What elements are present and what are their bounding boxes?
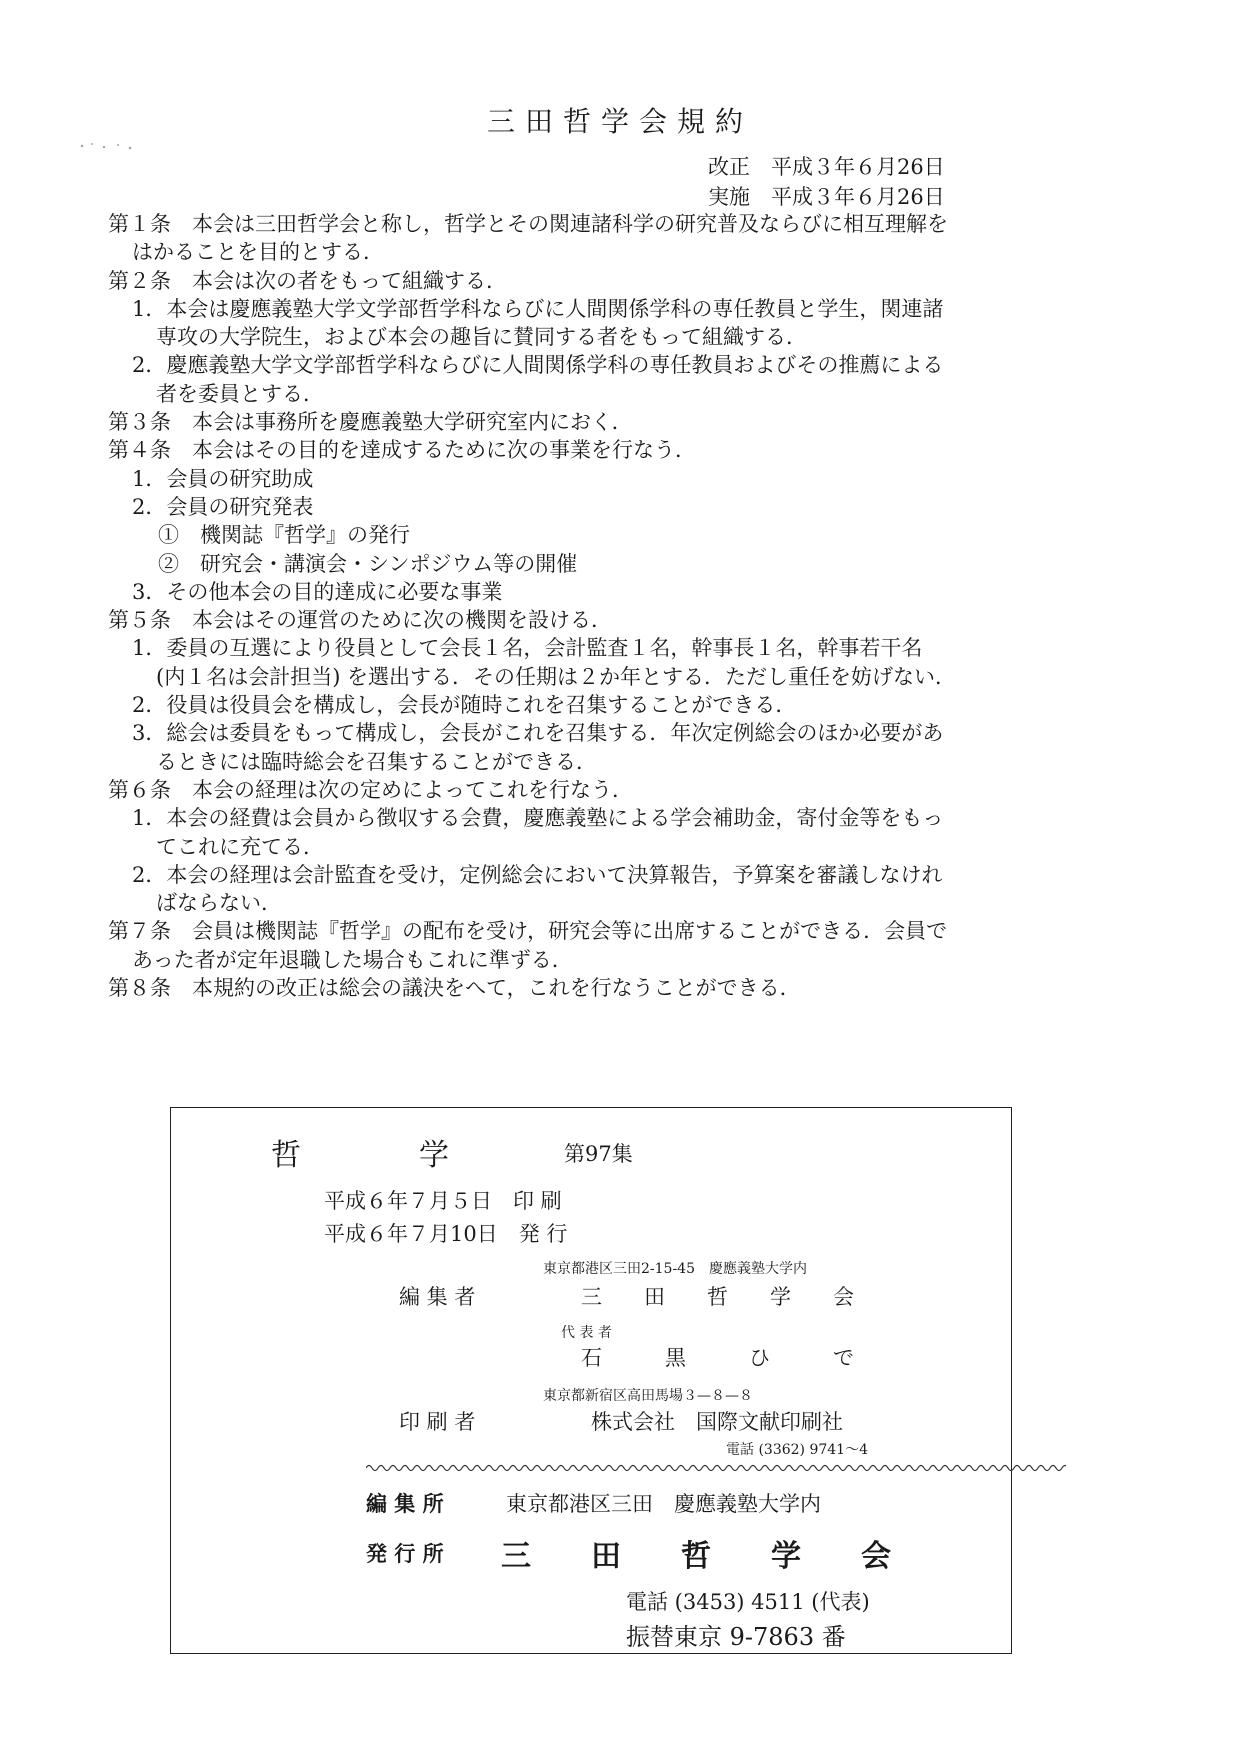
clause-line: 1．本会の経費は会員から徴収する会費，慶應義塾による学会補助金，寄付金等をもっ — [132, 806, 944, 831]
representative-label: 代 表 者 — [561, 1325, 612, 1341]
clause-line: 者を委員とする． — [156, 381, 324, 406]
clause-line: 1．委員の互選により役員として会長１名，会計監査１名，幹事長１名，幹事若干名 — [132, 636, 923, 661]
printer-address: 東京都新宿区高田馬場３—８—８ — [543, 1388, 753, 1404]
clause-line: 1．会員の研究助成 — [132, 466, 314, 491]
clause-line: 1．本会は慶應義塾大学文学部哲学科ならびに人間関係学科の専任教員と学生，関連諸 — [132, 296, 944, 321]
wavy-divider — [366, 1461, 1066, 1475]
article-line: 第１条 本会は三田哲学会と称し，哲学とその関連諸科学の研究普及ならびに相互理解を — [108, 212, 948, 236]
printer-label: 印 刷 者 — [399, 1410, 476, 1434]
clause-line: はかることを目的とする． — [132, 240, 384, 265]
editorial-office-label: 編 集 所 — [366, 1491, 444, 1516]
print-date: 平成６年７月５日 印 刷 — [324, 1189, 562, 1213]
clause-line: 2．役員は役員会を構成し，会長が随時これを召集することができる． — [132, 693, 797, 718]
editor-address: 東京都港区三田2-15-45 慶應義塾大学内 — [543, 1261, 807, 1277]
representative-name: 石 黒 ひ で — [581, 1346, 854, 1370]
clause-line: 2．慶應義塾大学文学部哲学科ならびに人間関係学科の専任教員およびその推薦による — [132, 353, 944, 378]
printer-name: 株式会社 国際文献印刷社 — [591, 1410, 843, 1434]
volume-number: 第97集 — [564, 1142, 633, 1166]
article-line: 第８条 本規約の改正は総会の議決をへて，これを行なうことができる． — [108, 976, 801, 1001]
article-line: 第２条 本会は次の者をもって組織する． — [108, 268, 507, 293]
clause-line: 専攻の大学院生，および本会の趣旨に賛同する者をもって組織する． — [156, 325, 807, 350]
publisher-label: 発 行 所 — [366, 1541, 444, 1566]
clause-line: 3．その他本会の目的達成に必要な事業 — [132, 579, 503, 604]
article-line: 第７条 会員は機関誌『哲学』の配布を受け，研究会等に出席することができる．会員で — [108, 919, 948, 944]
publisher-phone: 電話 (3453) 4511 (代表) — [626, 1590, 870, 1614]
clause-line: てこれに充てる． — [156, 834, 324, 859]
editor-name: 三 田 哲 学 会 — [581, 1285, 854, 1309]
printer-phone: 電話 (3362) 9741～4 — [726, 1442, 868, 1458]
revision-date: 改正 平成３年６月26日 — [708, 155, 945, 179]
clause-line: (内１名は会計担当) を選出する．その任期は２か年とする．ただし重任を妨げない． — [156, 664, 957, 689]
editor-label: 編 集 者 — [399, 1285, 476, 1309]
editorial-office-address: 東京都港区三田 慶應義塾大学内 — [506, 1492, 821, 1516]
journal-title-char-1: 哲 — [271, 1138, 301, 1173]
clause-line: 2．会員の研究発表 — [132, 494, 314, 519]
clause-line: 3．総会は委員をもって構成し，会長がこれを召集する．年次定例総会のほか必要があ — [132, 721, 944, 746]
clause-line: あった者が定年退職した場合もこれに準ずる． — [132, 947, 573, 972]
journal-title-char-2: 学 — [419, 1138, 449, 1173]
article-line: 第４条 本会はその目的を達成するために次の事業を行なう． — [108, 438, 696, 463]
article-line: 第３条 本会は事務所を慶應義塾大学研究室内におく． — [108, 410, 633, 435]
publish-date: 平成６年７月10日 発 行 — [324, 1222, 568, 1246]
clause-line: ① 機関誌『哲学』の発行 — [158, 523, 410, 548]
clause-line: 2．本会の経理は会計監査を受け，定例総会において決算報告，予算案を審議しなけれ — [132, 862, 943, 887]
article-line: 第５条 本会はその運営のために次の機関を設ける． — [108, 608, 612, 633]
clause-line: ② 研究会・講演会・シンポジウム等の開催 — [158, 551, 578, 576]
rules-body — [108, 210, 1068, 1002]
article-line: 第６条 本会の経理は次の定めによってこれを行なう． — [108, 777, 633, 802]
colophon-box — [170, 1107, 1012, 1654]
publisher-name: 三 田 哲 学 会 — [501, 1539, 891, 1574]
revision-dates — [708, 152, 945, 212]
scan-specks — [78, 140, 138, 160]
document-title: 三田哲学会規約 — [486, 105, 753, 138]
clause-line: るときには臨時総会を召集することができる． — [156, 749, 597, 774]
postal-transfer: 振替東京 9-7863 番 — [626, 1623, 846, 1651]
clause-line: ばならない． — [156, 891, 282, 916]
enforcement-date: 実施 平成３年６月26日 — [708, 185, 945, 209]
